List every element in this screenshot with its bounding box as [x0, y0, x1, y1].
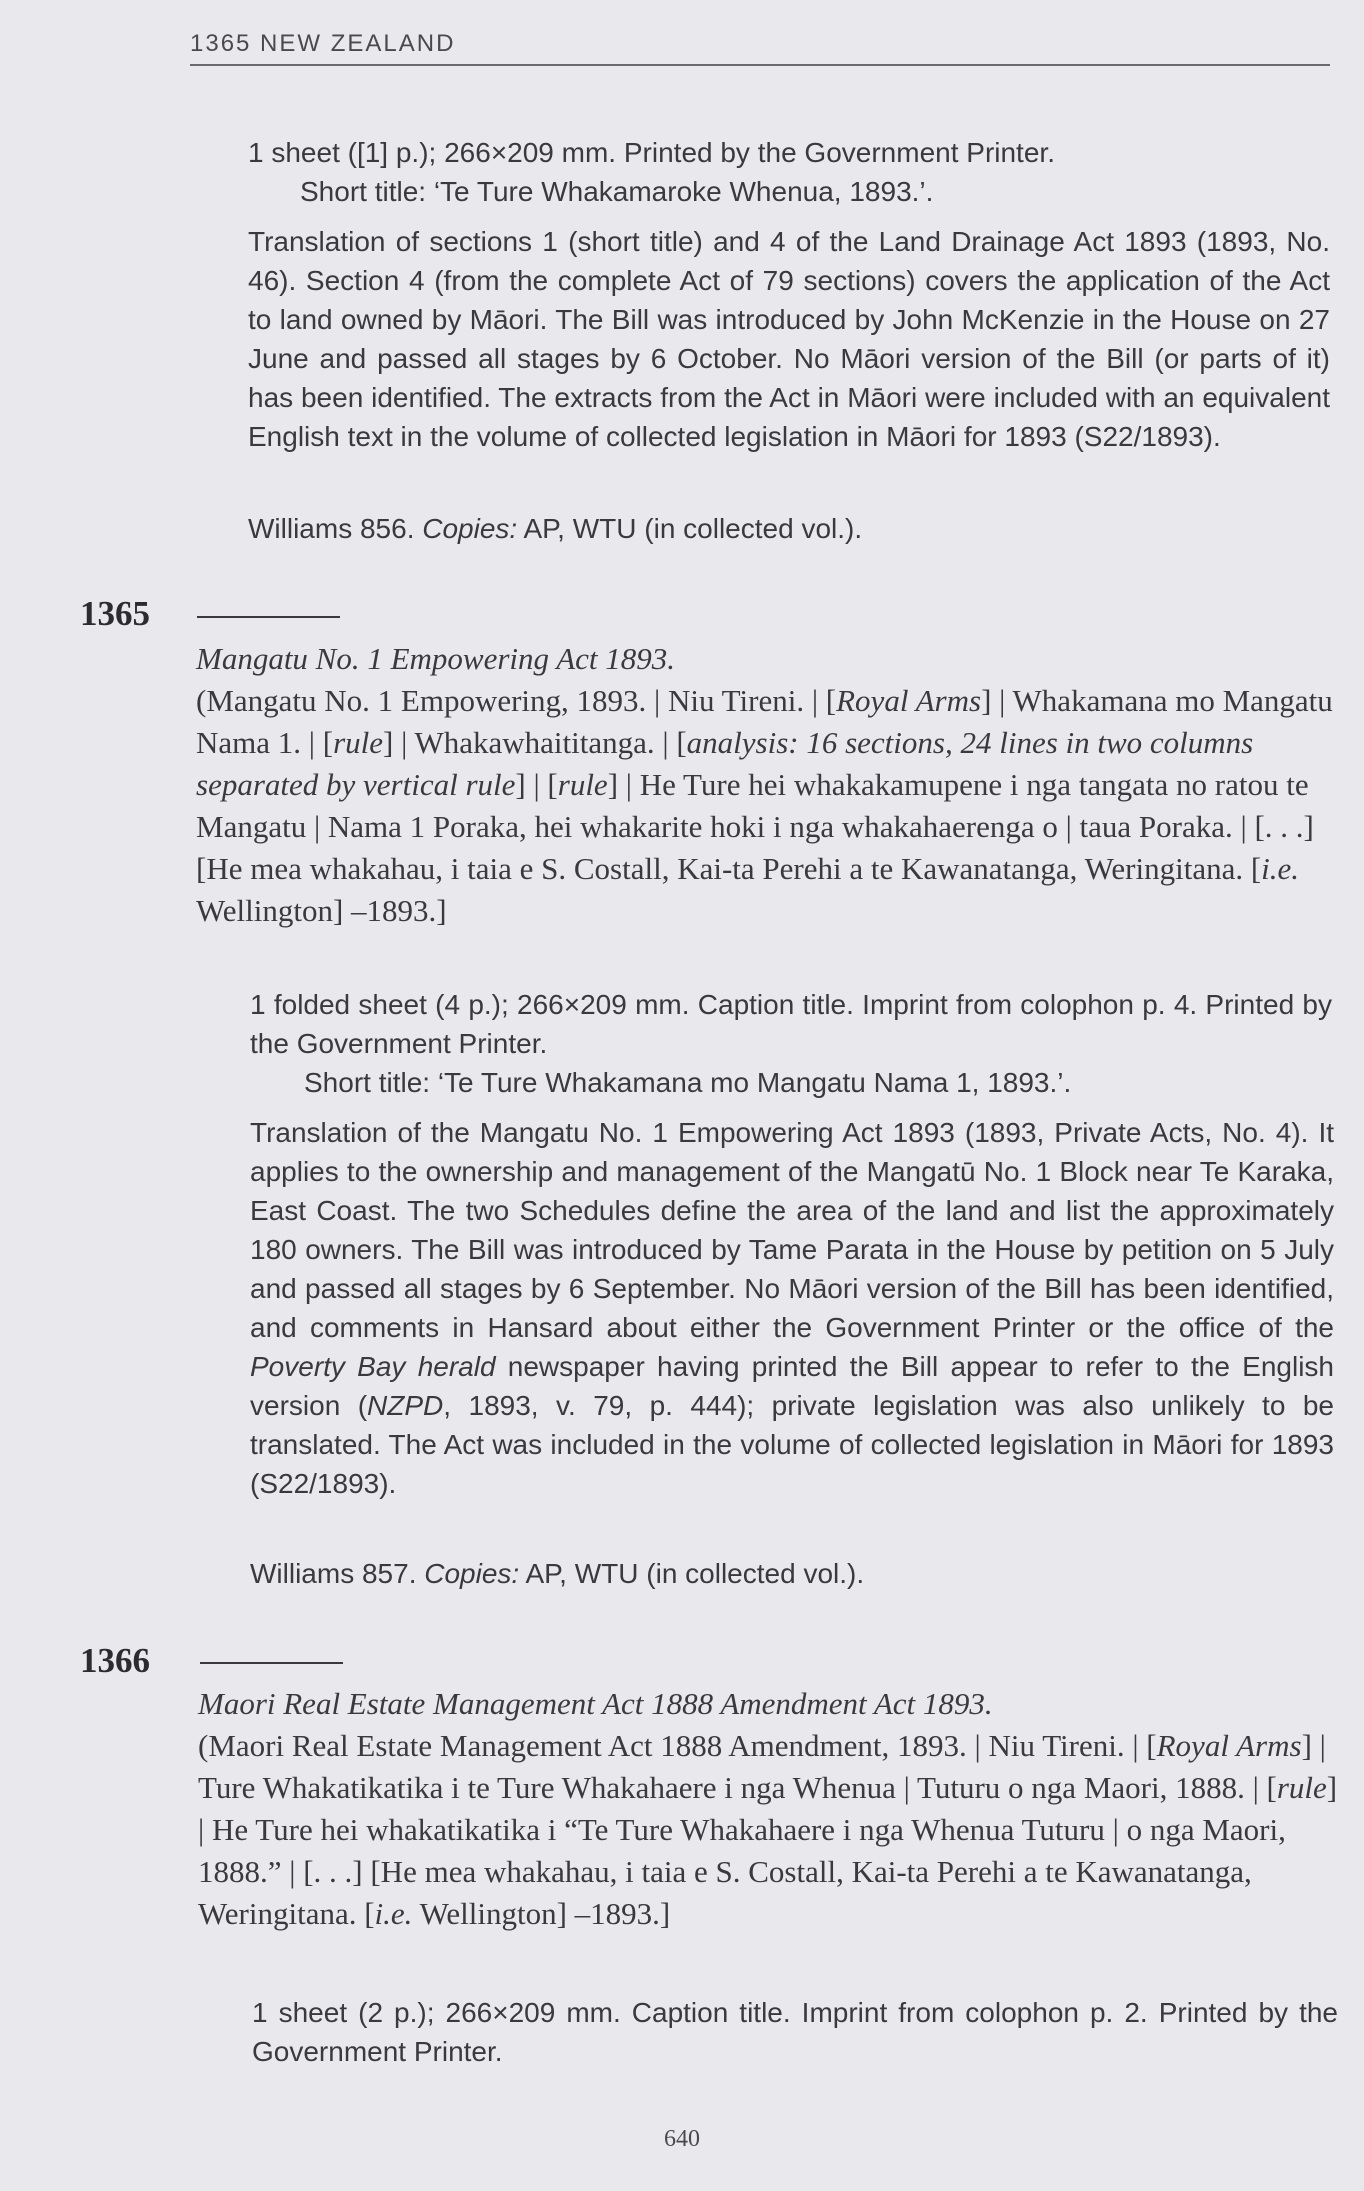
- header-rule: [190, 64, 1330, 66]
- prev-copies-label: Copies:: [422, 513, 518, 544]
- entry-number: 1366: [80, 1641, 150, 1680]
- entry-rule: [200, 1662, 343, 1664]
- running-head: 1365 NEW ZEALAND: [190, 30, 456, 57]
- prev-holdings: [248, 509, 1328, 548]
- entry-physical-description: 1 sheet (2 p.); 266×209 mm. Caption title. Imprint from colophon p. 2. Printed by the Government Printer.: [252, 1997, 1338, 2067]
- entry-copies: AP, WTU (in collected vol.).: [525, 1558, 865, 1589]
- entry-rule: [197, 616, 340, 618]
- entry-transcription: (Maori Real Estate Management Act 1888 Amendment, 1893. | Niu Tireni. | [Royal Arms] | Ture Whakatikatika i te Ture Whakahaere i nga Whenua | Tuturu o nga Maori, 1888. | [rule] | He Ture hei whakatikatika i “Te Ture Whakahaere i nga Whenua Tuturu | o nga Maori, 1888.” | [. . .] [He mea whakahau, i taia e S. Costall, Kai-ta Perehi a te Kawanatanga, Weringitana. [i.e. Wellington] –1893.]: [198, 1728, 1338, 1931]
- entry-copies-label: Copies:: [424, 1558, 520, 1589]
- entry-transcription: (Mangatu No. 1 Empowering, 1893. | Niu Tireni. | [Royal Arms] | Whakamana mo Mangatu Nama 1. | [rule] | Whakawhaititanga. | [analysis: 16 sections, 24 lines in two columns separated by vertical rule] | [rule] | He Ture hei whakakamupene i nga tangata no ratou te Mangatu | Nama 1 Poraka, hei whakarite hoki i nga whakahaerenga o | taua Poraka. | [. . .] [He mea whakahau, i taia e S. Costall, Kai-ta Perehi a te Kawanatanga, Weringitana. [i.e. Wellington] –1893.]: [196, 683, 1333, 928]
- entry-reference: Williams 857.: [250, 1558, 417, 1589]
- entry-physical-description: 1 folded sheet (4 p.); 266×209 mm. Caption title. Imprint from colophon p. 4. Printed by the Government Printer.: [250, 989, 1332, 1059]
- entry-title: Maori Real Estate Management Act 1888 Amendment Act 1893.: [198, 1686, 993, 1721]
- entry-number: 1365: [80, 594, 150, 633]
- prev-physical-description: 1 sheet ([1] p.); 266×209 mm. Printed by the Government Printer.: [248, 137, 1055, 168]
- entry-short-title: Short title: ‘Te Ture Whakamana mo Mangatu Nama 1, 1893.’.: [304, 1067, 1072, 1098]
- prev-copies: AP, WTU (in collected vol.).: [523, 513, 863, 544]
- prev-short-title: Short title: ‘Te Ture Whakamaroke Whenua, 1893.’.: [300, 176, 934, 207]
- entry-title: Mangatu No. 1 Empowering Act 1893.: [196, 641, 676, 676]
- prev-note: Translation of sections 1 (short title) and 4 of the Land Drainage Act 1893 (1893, No. 46). Section 4 (from the complete Act of 79 sections) covers the application of the Act to land owned by Māori. The Bill was introduced by John McKenzie in the House on 27 June and passed all stages by 6 October. No Māori version of the Bill (or parts of it) has been identified. The extracts from the Act in Māori were included with an equivalent English text in the volume of collected legislation in Māori for 1893 (S22/1893).: [248, 226, 1330, 452]
- prev-reference: Williams 856.: [248, 513, 415, 544]
- page-number: 640: [664, 2126, 700, 2152]
- entry-note: Translation of the Mangatu No. 1 Empowering Act 1893 (1893, Private Acts, No. 4). It applies to the ownership and management of the Mangatū No. 1 Block near Te Karaka, East Coast. The two Schedules define the area of the land and list the approximately 180 owners. The Bill was introduced by Tame Parata in the House by petition on 5 July and passed all stages by 6 September. No Māori version of the Bill has been identified, and comments in Hansard about either the Government Printer or the office of the Poverty Bay herald newspaper having printed the Bill appear to refer to the English version (NZPD, 1893, v. 79, p. 444); private legislation was also unlikely to be translated. The Act was included in the volume of collected legislation in Māori for 1893 (S22/1893).: [250, 1117, 1334, 1499]
- entry-holdings: [250, 1554, 1330, 1593]
